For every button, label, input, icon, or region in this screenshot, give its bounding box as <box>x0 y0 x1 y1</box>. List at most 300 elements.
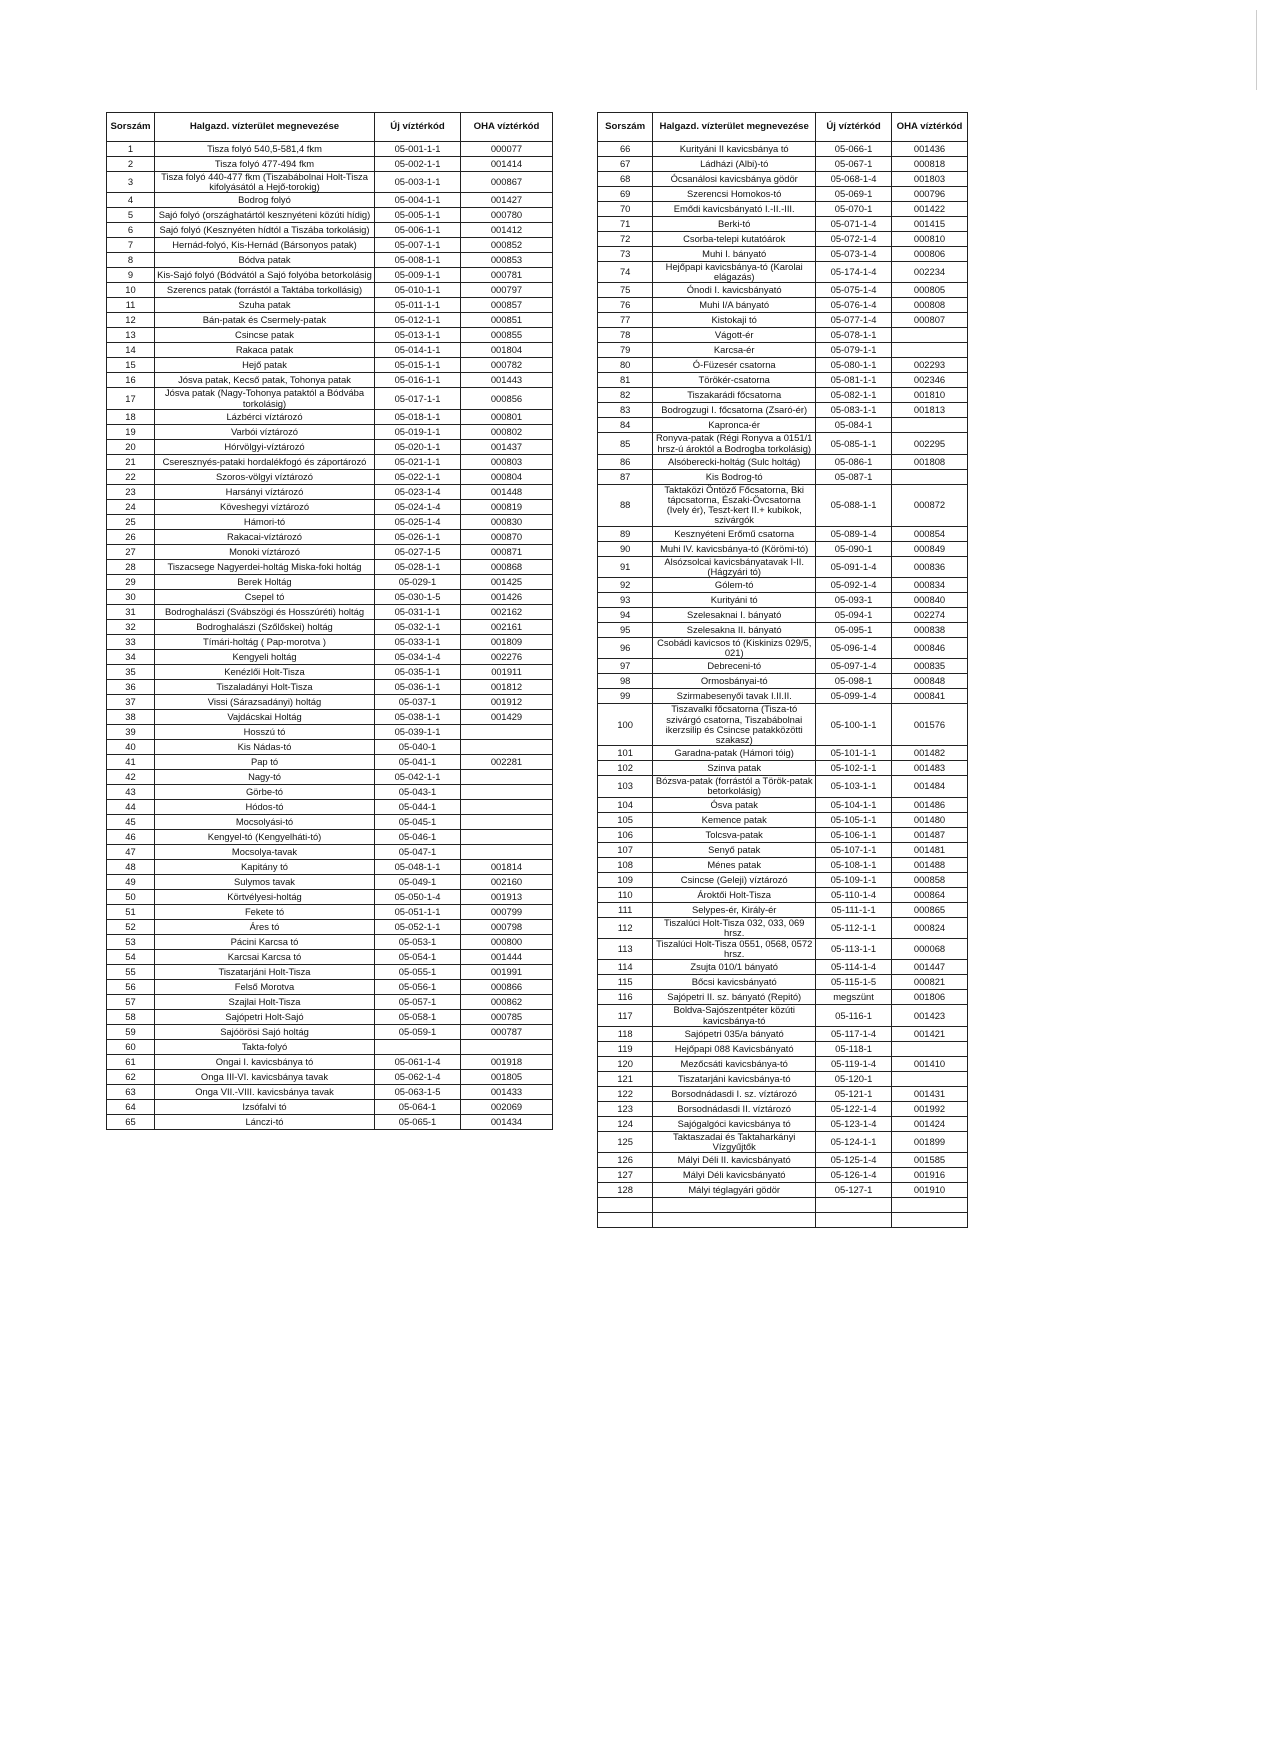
cell-sorszam: 90 <box>598 541 653 556</box>
cell-sorszam: 28 <box>107 559 155 574</box>
table-row <box>107 439 553 454</box>
cell-sorszam: 18 <box>107 409 155 424</box>
cell-new-code: 05-020-1-1 <box>375 439 461 454</box>
cell-name: Monoki víztározó <box>155 544 375 559</box>
cell-sorszam: 29 <box>107 574 155 589</box>
cell-oha-code: 000806 <box>892 247 968 262</box>
cell-name: Berek Holtág <box>155 574 375 589</box>
table-row <box>107 724 553 739</box>
cell-oha-code <box>461 739 553 754</box>
table-row <box>107 769 553 784</box>
cell-oha-code: 000797 <box>461 283 553 298</box>
cell-oha-code: 000870 <box>461 529 553 544</box>
table-row <box>107 604 553 619</box>
cell-name: Ládházi (Albi)-tó <box>653 157 816 172</box>
table-row <box>598 975 968 990</box>
cell-sorszam: 121 <box>598 1071 653 1086</box>
cell-name: Ormosbányai-tó <box>653 674 816 689</box>
table-row <box>107 157 553 172</box>
cell-oha-code: 000858 <box>892 872 968 887</box>
cell-oha-code: 002069 <box>461 1099 553 1114</box>
cell-sorszam: 3 <box>107 172 155 193</box>
table-row <box>598 812 968 827</box>
cell-sorszam: 37 <box>107 694 155 709</box>
cell-new-code: 05-027-1-5 <box>375 544 461 559</box>
cell-oha-code: 000819 <box>461 499 553 514</box>
cell-new-code: 05-032-1-1 <box>375 619 461 634</box>
cell-name: Hejő patak <box>155 358 375 373</box>
cell-sorszam: 100 <box>598 704 653 746</box>
cell-oha-code: 001813 <box>892 403 968 418</box>
table-row <box>107 844 553 859</box>
cell-sorszam: 95 <box>598 623 653 638</box>
table-row <box>107 994 553 1009</box>
cell-name <box>653 1213 816 1228</box>
cell-name: Onga III-VI. kavicsbánya tavak <box>155 1069 375 1084</box>
cell-oha-code: 001809 <box>461 634 553 649</box>
cell-oha-code: 000848 <box>892 674 968 689</box>
cell-oha-code: 000840 <box>892 593 968 608</box>
cell-name: Ónodi I. kavicsbányató <box>653 283 816 298</box>
cell-new-code: 05-084-1 <box>816 418 892 433</box>
cell-name: Sajóörösi Sajó holtág <box>155 1024 375 1039</box>
table-row <box>598 1041 968 1056</box>
cell-oha-code: 001414 <box>461 157 553 172</box>
cell-sorszam: 83 <box>598 403 653 418</box>
cell-name: Izsófalvi tó <box>155 1099 375 1114</box>
cell-new-code: 05-013-1-1 <box>375 328 461 343</box>
cell-oha-code <box>892 1071 968 1086</box>
cell-oha-code: 001483 <box>892 761 968 776</box>
cell-sorszam: 94 <box>598 608 653 623</box>
cell-oha-code: 000857 <box>461 298 553 313</box>
table-row <box>107 559 553 574</box>
cell-oha-code: 000835 <box>892 659 968 674</box>
cell-sorszam: 74 <box>598 262 653 283</box>
cell-sorszam: 85 <box>598 433 653 454</box>
cell-sorszam: 62 <box>107 1069 155 1084</box>
table-row <box>598 689 968 704</box>
cell-name: Hosszú tó <box>155 724 375 739</box>
cell-sorszam: 51 <box>107 904 155 919</box>
cell-name: Csincse (Geleji) víztározó <box>653 872 816 887</box>
cell-oha-code: 000077 <box>461 142 553 157</box>
cell-sorszam: 128 <box>598 1183 653 1198</box>
cell-name: Hódos-tó <box>155 799 375 814</box>
table-row <box>598 939 968 960</box>
cell-new-code: 05-018-1-1 <box>375 409 461 424</box>
cell-oha-code: 001916 <box>892 1168 968 1183</box>
table-row <box>107 619 553 634</box>
cell-sorszam: 112 <box>598 917 653 938</box>
cell-sorszam: 4 <box>107 193 155 208</box>
cell-sorszam: 32 <box>107 619 155 634</box>
cell-name: Ménes patak <box>653 857 816 872</box>
cell-sorszam: 24 <box>107 499 155 514</box>
cell-name: Hámori-tó <box>155 514 375 529</box>
cell-oha-code: 000787 <box>461 1024 553 1039</box>
cell-sorszam: 19 <box>107 424 155 439</box>
cell-sorszam: 35 <box>107 664 155 679</box>
cell-new-code: 05-086-1 <box>816 454 892 469</box>
cell-oha-code <box>461 799 553 814</box>
cell-oha-code: 000803 <box>461 454 553 469</box>
table-row <box>107 268 553 283</box>
cell-sorszam: 57 <box>107 994 155 1009</box>
table-row <box>598 827 968 842</box>
table-row <box>598 217 968 232</box>
cell-oha-code: 000867 <box>461 172 553 193</box>
cell-new-code: 05-002-1-1 <box>375 157 461 172</box>
cell-new-code: 05-123-1-4 <box>816 1116 892 1131</box>
header-new-code: Új víztérkód <box>375 113 461 142</box>
cell-name: Mályi Déli kavicsbányató <box>653 1168 816 1183</box>
cell-new-code: 05-112-1-1 <box>816 917 892 938</box>
cell-sorszam: 52 <box>107 919 155 934</box>
table-row <box>598 1116 968 1131</box>
cell-new-code: 05-081-1-1 <box>816 373 892 388</box>
cell-new-code: 05-090-1 <box>816 541 892 556</box>
cell-new-code: 05-031-1-1 <box>375 604 461 619</box>
cell-new-code: 05-010-1-1 <box>375 283 461 298</box>
table-row <box>107 1099 553 1114</box>
cell-name: Szuha patak <box>155 298 375 313</box>
cell-name: Csepel tó <box>155 589 375 604</box>
table-row <box>598 1086 968 1101</box>
cell-new-code: 05-099-1-4 <box>816 689 892 704</box>
cell-sorszam: 65 <box>107 1114 155 1129</box>
cell-sorszam: 49 <box>107 874 155 889</box>
cell-name: Onga VII.-VIII. kavicsbánya tavak <box>155 1084 375 1099</box>
cell-name: Kis Bodrog-tó <box>653 469 816 484</box>
table-row <box>107 343 553 358</box>
cell-new-code: 05-118-1 <box>816 1041 892 1056</box>
cell-new-code: 05-096-1-4 <box>816 638 892 659</box>
table-row <box>107 979 553 994</box>
cell-sorszam: 96 <box>598 638 653 659</box>
table-row <box>107 889 553 904</box>
cell-name: Sulymos tavak <box>155 874 375 889</box>
cell-name: Tiszatarjáni kavicsbánya-tó <box>653 1071 816 1086</box>
cell-oha-code: 000841 <box>892 689 968 704</box>
cell-new-code: 05-039-1-1 <box>375 724 461 739</box>
cell-sorszam: 84 <box>598 418 653 433</box>
cell-oha-code: 001814 <box>461 859 553 874</box>
cell-sorszam: 88 <box>598 484 653 526</box>
table-row <box>107 208 553 223</box>
table-row <box>598 1071 968 1086</box>
cell-new-code: 05-080-1-1 <box>816 358 892 373</box>
cell-sorszam: 118 <box>598 1026 653 1041</box>
cell-name: Lánczi-tó <box>155 1114 375 1129</box>
table-row <box>107 739 553 754</box>
cell-oha-code <box>461 814 553 829</box>
cell-name: Kemence patak <box>653 812 816 827</box>
table-row <box>107 499 553 514</box>
cell-name: Pap tó <box>155 754 375 769</box>
cell-name: Ó-Füzesér csatorna <box>653 358 816 373</box>
cell-oha-code <box>461 829 553 844</box>
cell-sorszam: 50 <box>107 889 155 904</box>
table-row <box>107 484 553 499</box>
table-row <box>107 1024 553 1039</box>
cell-new-code: 05-007-1-1 <box>375 238 461 253</box>
cell-name: Harsányi víztározó <box>155 484 375 499</box>
cell-name: Tiszalúci Holt-Tisza 0551, 0568, 0572 hrsz. <box>653 939 816 960</box>
table-row <box>598 990 968 1005</box>
table-row <box>107 424 553 439</box>
cell-oha-code: 000868 <box>461 559 553 574</box>
cell-name: Kenézlői Holt-Tisza <box>155 664 375 679</box>
cell-oha-code <box>461 1039 553 1054</box>
cell-sorszam: 98 <box>598 674 653 689</box>
table-row <box>598 358 968 373</box>
table-row <box>598 797 968 812</box>
table-row <box>598 526 968 541</box>
cell-new-code: 05-055-1 <box>375 964 461 979</box>
cell-new-code: 05-088-1-1 <box>816 484 892 526</box>
cell-sorszam: 7 <box>107 238 155 253</box>
cell-oha-code <box>892 1213 968 1228</box>
cell-sorszam: 79 <box>598 343 653 358</box>
cell-sorszam: 104 <box>598 797 653 812</box>
cell-sorszam: 48 <box>107 859 155 874</box>
table-row <box>107 919 553 934</box>
cell-oha-code: 000782 <box>461 358 553 373</box>
table-row <box>598 157 968 172</box>
cell-name: Senyő patak <box>653 842 816 857</box>
cell-sorszam: 113 <box>598 939 653 960</box>
table-row <box>107 634 553 649</box>
cell-oha-code: 001412 <box>461 223 553 238</box>
cell-oha-code: 001481 <box>892 842 968 857</box>
cell-oha-code: 001585 <box>892 1153 968 1168</box>
cell-name: Szajlai Holt-Tisza <box>155 994 375 1009</box>
cell-new-code: 05-105-1-1 <box>816 812 892 827</box>
cell-oha-code: 001488 <box>892 857 968 872</box>
cell-new-code: 05-120-1 <box>816 1071 892 1086</box>
cell-name: Kistokaji tó <box>653 313 816 328</box>
cell-name: Cseresznyés-pataki hordalékfogó és záportározó <box>155 454 375 469</box>
table-row <box>107 664 553 679</box>
cell-name: Sajópetri II. sz. bányató (Repitó) <box>653 990 816 1005</box>
cell-new-code: 05-064-1 <box>375 1099 461 1114</box>
cell-oha-code: 001576 <box>892 704 968 746</box>
cell-new-code: 05-071-1-4 <box>816 217 892 232</box>
table-row <box>598 403 968 418</box>
cell-new-code: 05-101-1-1 <box>816 746 892 761</box>
table-row <box>598 1101 968 1116</box>
cell-name: Ongai I. kavicsbánya tó <box>155 1054 375 1069</box>
table-row <box>107 649 553 664</box>
cell-sorszam: 58 <box>107 1009 155 1024</box>
cell-new-code: 05-017-1-1 <box>375 388 461 409</box>
cell-sorszam: 111 <box>598 902 653 917</box>
cell-name: Tisza folyó 477-494 fkm <box>155 157 375 172</box>
cell-new-code: 05-006-1-1 <box>375 223 461 238</box>
table-row <box>598 283 968 298</box>
table-row <box>598 298 968 313</box>
cell-oha-code <box>892 328 968 343</box>
cell-new-code: 05-029-1 <box>375 574 461 589</box>
cell-name: Jósva patak, Kecső patak, Tohonya patak <box>155 373 375 388</box>
cell-sorszam: 40 <box>107 739 155 754</box>
cell-name: Lázbérci víztározó <box>155 409 375 424</box>
cell-new-code: 05-089-1-4 <box>816 526 892 541</box>
cell-name: Emődi kavicsbányató I.-II.-III. <box>653 202 816 217</box>
cell-oha-code: 000865 <box>892 902 968 917</box>
table-row <box>598 433 968 454</box>
cell-new-code: 05-040-1 <box>375 739 461 754</box>
cell-oha-code: 000866 <box>461 979 553 994</box>
cell-new-code: 05-003-1-1 <box>375 172 461 193</box>
cell-name: Hejőpapi 088 Kavicsbányató <box>653 1041 816 1056</box>
cell-name: Ócsanálosi kavicsbánya gödör <box>653 172 816 187</box>
table-row <box>598 857 968 872</box>
cell-sorszam: 30 <box>107 589 155 604</box>
cell-name: Selypes-ér, Király-ér <box>653 902 816 917</box>
cell-sorszam: 106 <box>598 827 653 842</box>
cell-new-code: 05-078-1-1 <box>816 328 892 343</box>
cell-oha-code: 001448 <box>461 484 553 499</box>
table-row <box>107 172 553 193</box>
table-row <box>107 859 553 874</box>
cell-new-code: 05-022-1-1 <box>375 469 461 484</box>
table-row <box>598 1198 968 1213</box>
cell-new-code: 05-127-1 <box>816 1183 892 1198</box>
table-row <box>598 1056 968 1071</box>
cell-sorszam: 69 <box>598 187 653 202</box>
cell-oha-code: 000808 <box>892 298 968 313</box>
cell-sorszam: 11 <box>107 298 155 313</box>
table-row <box>107 358 553 373</box>
table-row <box>598 902 968 917</box>
cell-name: Áres tó <box>155 919 375 934</box>
cell-sorszam: 97 <box>598 659 653 674</box>
cell-name: Kurityáni II kavicsbánya tó <box>653 142 816 157</box>
cell-oha-code: 001912 <box>461 694 553 709</box>
cell-sorszam: 107 <box>598 842 653 857</box>
cell-new-code: 05-021-1-1 <box>375 454 461 469</box>
cell-new-code: 05-083-1-1 <box>816 403 892 418</box>
table-row <box>598 373 968 388</box>
cell-oha-code: 000821 <box>892 975 968 990</box>
cell-oha-code: 001410 <box>892 1056 968 1071</box>
table-row <box>598 388 968 403</box>
cell-new-code: 05-174-1-4 <box>816 262 892 283</box>
cell-name: Tiszatarjáni Holt-Tisza <box>155 964 375 979</box>
cell-new-code: 05-033-1-1 <box>375 634 461 649</box>
cell-name: Takta-folyó <box>155 1039 375 1054</box>
cell-name: Csorba-telepi kutatóárok <box>653 232 816 247</box>
cell-new-code: 05-062-1-4 <box>375 1069 461 1084</box>
table-row <box>107 1114 553 1129</box>
cell-new-code: 05-093-1 <box>816 593 892 608</box>
cell-new-code: 05-091-1-4 <box>816 556 892 577</box>
cell-new-code: 05-098-1 <box>816 674 892 689</box>
cell-sorszam: 101 <box>598 746 653 761</box>
table-row <box>107 283 553 298</box>
cell-sorszam: 22 <box>107 469 155 484</box>
cell-sorszam: 9 <box>107 268 155 283</box>
cell-name: Bózsva-patak (forrástól a Török-patak betorkolásig) <box>653 776 816 797</box>
cell-new-code: 05-106-1-1 <box>816 827 892 842</box>
cell-new-code: 05-015-1-1 <box>375 358 461 373</box>
cell-oha-code: 001429 <box>461 709 553 724</box>
cell-new-code: 05-050-1-4 <box>375 889 461 904</box>
cell-oha-code: 000851 <box>461 313 553 328</box>
cell-sorszam: 45 <box>107 814 155 829</box>
cell-new-code: 05-117-1-4 <box>816 1026 892 1041</box>
cell-sorszam: 39 <box>107 724 155 739</box>
cell-oha-code: 001486 <box>892 797 968 812</box>
cell-name: Kengyeli holtág <box>155 649 375 664</box>
cell-oha-code: 001812 <box>461 679 553 694</box>
cell-name: Tolcsva-patak <box>653 827 816 842</box>
cell-oha-code: 000852 <box>461 238 553 253</box>
table-row <box>598 556 968 577</box>
cell-new-code: 05-126-1-4 <box>816 1168 892 1183</box>
cell-name: Mezőcsáti kavicsbánya-tó <box>653 1056 816 1071</box>
cell-sorszam: 70 <box>598 202 653 217</box>
cell-sorszam: 89 <box>598 526 653 541</box>
cell-oha-code: 001431 <box>892 1086 968 1101</box>
cell-new-code: 05-044-1 <box>375 799 461 814</box>
cell-name: Borsodnádasdi I. sz. víztározó <box>653 1086 816 1101</box>
cell-new-code: 05-061-1-4 <box>375 1054 461 1069</box>
cell-sorszam: 75 <box>598 283 653 298</box>
cell-sorszam: 44 <box>107 799 155 814</box>
table-row <box>598 1183 968 1198</box>
cell-new-code: 05-023-1-4 <box>375 484 461 499</box>
cell-name: Bodrog folyó <box>155 193 375 208</box>
cell-sorszam: 17 <box>107 388 155 409</box>
water-area-table-left <box>106 112 553 1130</box>
cell-sorszam <box>598 1198 653 1213</box>
cell-oha-code: 002295 <box>892 433 968 454</box>
table-row <box>107 253 553 268</box>
cell-name: Vissi (Sárazsadányi) holtág <box>155 694 375 709</box>
cell-name: Fekete tó <box>155 904 375 919</box>
cell-name: Sajó folyó (országhatártól kesznyéteni közúti hídig) <box>155 208 375 223</box>
scan-edge-mark <box>1256 10 1257 90</box>
cell-oha-code: 000804 <box>461 469 553 484</box>
cell-sorszam: 81 <box>598 373 653 388</box>
table-row <box>107 934 553 949</box>
cell-oha-code: 002234 <box>892 262 968 283</box>
cell-new-code: 05-008-1-1 <box>375 253 461 268</box>
cell-sorszam: 76 <box>598 298 653 313</box>
table-row <box>107 313 553 328</box>
cell-name: Törökér-csatorna <box>653 373 816 388</box>
cell-name: Bán-patak és Csermely-patak <box>155 313 375 328</box>
cell-oha-code: 000838 <box>892 623 968 638</box>
cell-sorszam: 2 <box>107 157 155 172</box>
cell-sorszam: 47 <box>107 844 155 859</box>
cell-oha-code: 000849 <box>892 541 968 556</box>
cell-new-code: 05-046-1 <box>375 829 461 844</box>
cell-name: Kurityáni tó <box>653 593 816 608</box>
cell-sorszam: 38 <box>107 709 155 724</box>
cell-new-code: 05-124-1-1 <box>816 1131 892 1152</box>
table-row <box>598 541 968 556</box>
cell-oha-code: 001805 <box>461 1069 553 1084</box>
cell-oha-code: 000830 <box>461 514 553 529</box>
cell-name: Rakacai-víztározó <box>155 529 375 544</box>
table-row <box>598 1026 968 1041</box>
table-row <box>598 142 968 157</box>
table-row <box>107 904 553 919</box>
